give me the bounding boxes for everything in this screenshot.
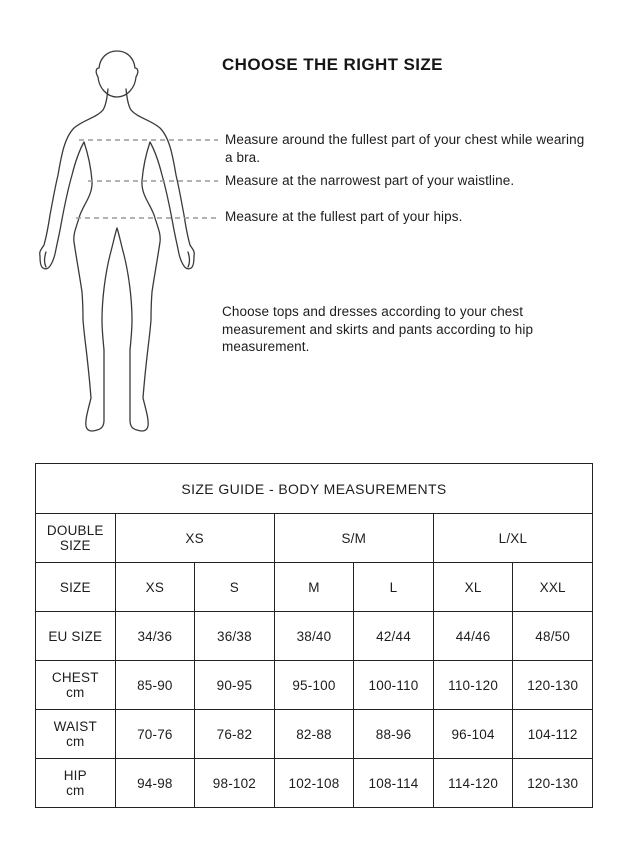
female-body-outline-icon bbox=[0, 0, 240, 460]
table-title-row bbox=[36, 464, 593, 514]
row-label bbox=[36, 661, 116, 710]
hand-detail-line bbox=[45, 252, 47, 267]
size-cell: 90-95 bbox=[195, 661, 275, 710]
row-label-text: WAIST bbox=[53, 719, 97, 734]
size-cell: M bbox=[274, 563, 354, 612]
waist-measure-instruction: Measure at the narrowest part of your waistline. bbox=[225, 173, 515, 188]
size-cell: 44/46 bbox=[433, 612, 513, 661]
size-cell: XXL bbox=[513, 563, 593, 612]
double-size-cell: XS bbox=[115, 514, 274, 563]
size-cell: 102-108 bbox=[274, 759, 354, 808]
row-label-unit: cm bbox=[66, 734, 85, 749]
waist-row bbox=[36, 710, 593, 759]
size-cell: 85-90 bbox=[115, 661, 195, 710]
size-cell: 120-130 bbox=[513, 759, 593, 808]
size-cell: 108-114 bbox=[354, 759, 434, 808]
size-cell: 88-96 bbox=[354, 710, 434, 759]
size-cell: 104-112 bbox=[513, 710, 593, 759]
eu-size-row bbox=[36, 612, 593, 661]
page-title: CHOOSE THE RIGHT SIZE bbox=[222, 55, 443, 74]
row-label bbox=[36, 710, 116, 759]
row-label: DOUBLE SIZE bbox=[36, 514, 116, 563]
size-cell: 42/44 bbox=[354, 612, 434, 661]
size-cell: 120-130 bbox=[513, 661, 593, 710]
row-label-text: HIP bbox=[63, 768, 87, 783]
size-guide-table bbox=[35, 463, 593, 808]
size-cell: 94-98 bbox=[115, 759, 195, 808]
row-label: SIZE bbox=[36, 563, 116, 612]
hand-detail-line bbox=[188, 252, 190, 267]
size-cell: 98-102 bbox=[195, 759, 275, 808]
size-cell: 38/40 bbox=[274, 612, 354, 661]
sizing-advice-note: Choose tops and dresses according to your chest measurement and skirts and pants according to hip measurement. bbox=[222, 304, 534, 354]
size-cell: 110-120 bbox=[433, 661, 513, 710]
size-cell: L bbox=[354, 563, 434, 612]
double-size-cell: L/XL bbox=[433, 514, 592, 563]
size-cell: 96-104 bbox=[433, 710, 513, 759]
size-cell: XL bbox=[433, 563, 513, 612]
double-size-cell: S/M bbox=[274, 514, 433, 563]
chest-row bbox=[36, 661, 593, 710]
size-cell: 95-100 bbox=[274, 661, 354, 710]
size-cell: 36/38 bbox=[195, 612, 275, 661]
row-label bbox=[36, 759, 116, 808]
row-label-unit: cm bbox=[66, 685, 85, 700]
size-cell: 76-82 bbox=[195, 710, 275, 759]
hip-measure-instruction: Measure at the fullest part of your hips. bbox=[225, 209, 463, 224]
row-label-text: CHEST bbox=[51, 670, 99, 685]
table-title: SIZE GUIDE - BODY MEASUREMENTS bbox=[36, 464, 593, 514]
size-cell: 70-76 bbox=[115, 710, 195, 759]
row-label: EU SIZE bbox=[36, 612, 116, 661]
size-cell: 48/50 bbox=[513, 612, 593, 661]
size-cell: 34/36 bbox=[115, 612, 195, 661]
size-cell: S bbox=[195, 563, 275, 612]
hip-row bbox=[36, 759, 593, 808]
size-cell: XS bbox=[115, 563, 195, 612]
size-row bbox=[36, 563, 593, 612]
size-cell: 114-120 bbox=[433, 759, 513, 808]
size-cell: 82-88 bbox=[274, 710, 354, 759]
double-size-row bbox=[36, 514, 593, 563]
head-outline bbox=[96, 51, 138, 97]
chest-measure-instruction: Measure around the fullest part of your chest while wearing a bra. bbox=[225, 132, 585, 165]
row-label-unit: cm bbox=[66, 783, 85, 798]
size-cell: 100-110 bbox=[354, 661, 434, 710]
